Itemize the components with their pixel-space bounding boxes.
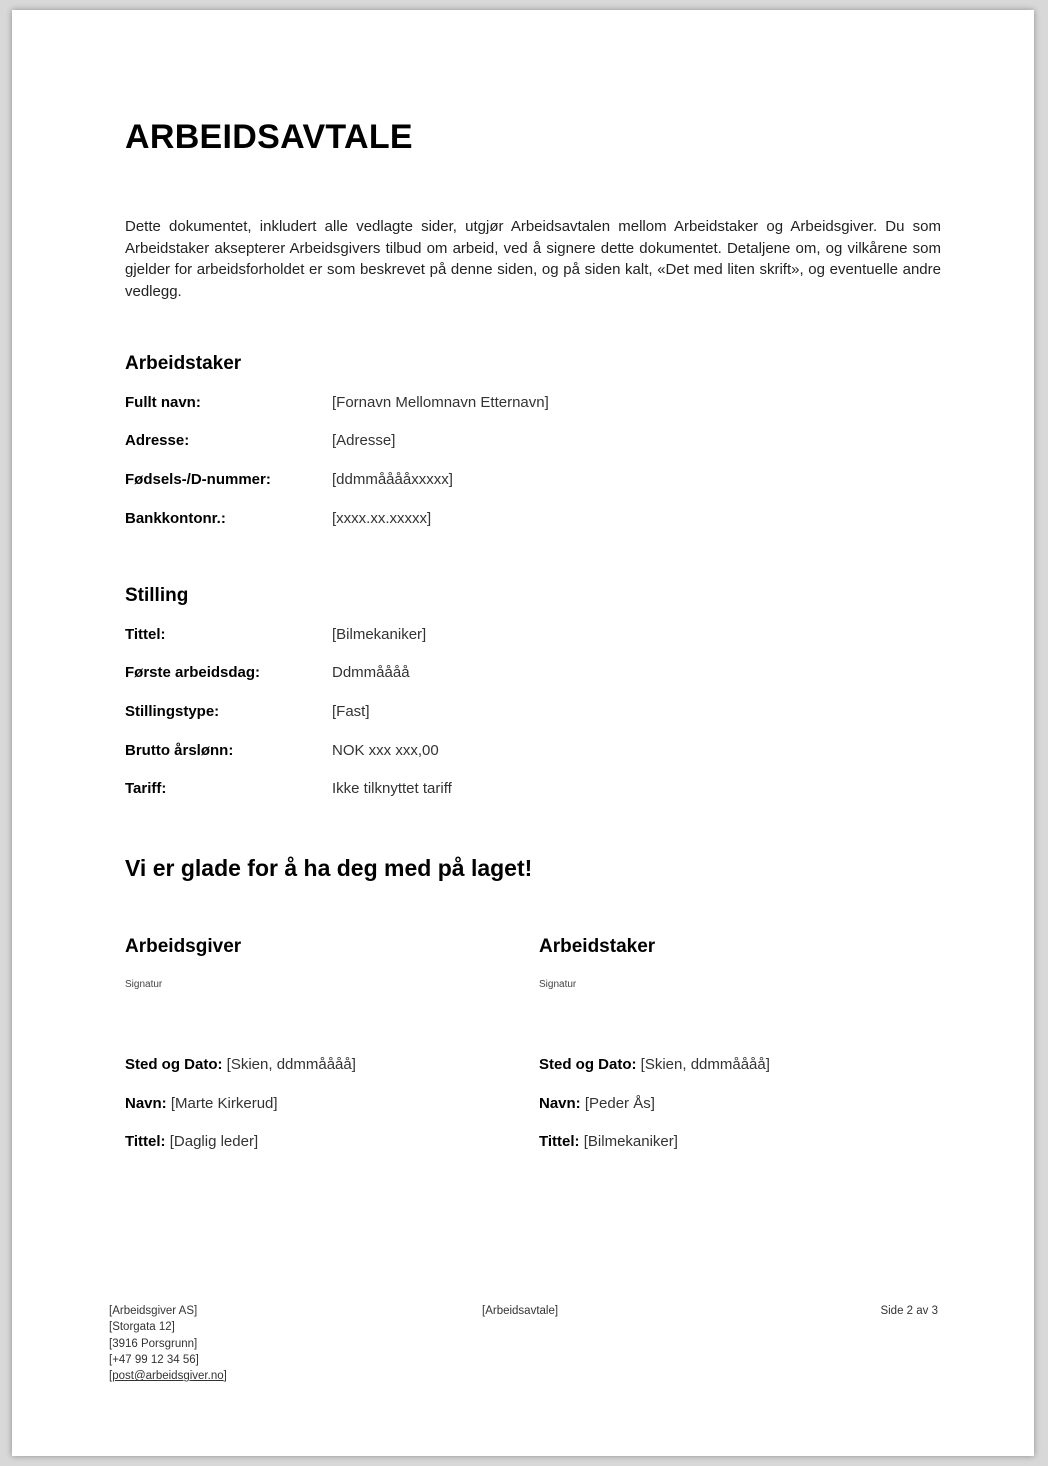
employee-id-number-label: Fødsels-/D-nummer: — [125, 471, 271, 488]
employer-place-date-label: Sted og Dato: — [125, 1056, 223, 1073]
employee-address-label: Adresse: — [125, 432, 190, 449]
employee-title-value: [Bilmekaniker] — [583, 1133, 678, 1150]
employee-fullname-value: [Fornavn Mellomnavn Etternavn] — [332, 394, 549, 411]
position-start-date-label: Første arbeidsdag: — [125, 664, 261, 681]
footer-email-open-bracket: [ — [109, 1370, 113, 1383]
intro-paragraph: Dette dokumentet, inkludert alle vedlagte sider, utgjør Arbeidsavtalen mellom Arbeidstaker og Arbeidsgiver. Du som Arbeidstaker aksepterer Arbeidsgivers tilbud om arbeid, ved å signere dette dokumentet. Detaljene om, og vilkårene som gjelder for arbeidsforholdet er som beskrevet på denne siden, og på siden kalt, «Det med liten skrift», og eventuelle andre vedlegg. — [125, 218, 941, 300]
employee-section-heading: Arbeidstaker — [125, 353, 242, 374]
employee-bank-account-label: Bankkontonr.: — [125, 510, 226, 527]
employer-title — [125, 1133, 258, 1150]
position-type-value: [Fast] — [332, 703, 370, 720]
employee-signature-heading: Arbeidstaker — [539, 936, 656, 957]
employee-address-value: [Adresse] — [332, 432, 396, 449]
employer-place-date-value: [Skien, ddmmåååå] — [226, 1056, 356, 1073]
employee-bank-account-value: [xxxx.xx.xxxxx] — [332, 510, 432, 527]
position-tariff-label: Tariff: — [125, 780, 167, 797]
employee-place-date — [539, 1056, 770, 1073]
document-page — [12, 10, 1034, 1456]
footer-email-close-bracket: ] — [223, 1370, 227, 1383]
employer-name-value: [Marte Kirkerud] — [170, 1095, 278, 1112]
document-title: ARBEIDSAVTALE — [125, 118, 413, 156]
position-title-value: [Bilmekaniker] — [332, 626, 427, 643]
employer-name-label: Navn: — [125, 1095, 167, 1112]
footer-phone: [+47 99 12 34 56] — [109, 1353, 199, 1366]
employee-title — [539, 1133, 678, 1150]
position-title-label: Tittel: — [125, 626, 166, 643]
employee-place-date-label: Sted og Dato: — [539, 1056, 637, 1073]
employer-title-label: Tittel: — [125, 1133, 166, 1150]
position-salary-label: Brutto årslønn: — [125, 742, 234, 759]
employee-name — [539, 1095, 655, 1112]
employer-signature-heading: Arbeidsgiver — [125, 936, 242, 957]
employee-id-number-value: [ddmmååååxxxxx] — [332, 471, 453, 488]
footer-page-indicator: Side 2 av 3 — [880, 1305, 938, 1317]
welcome-heading: Vi er glade for å ha deg med på laget! — [125, 855, 533, 881]
employer-name — [125, 1095, 278, 1112]
footer-company-name: [Arbeidsgiver AS] — [109, 1305, 198, 1317]
employee-signature-label: Signatur — [539, 979, 577, 990]
footer-email-link[interactable]: post@arbeidsgiver.no — [112, 1370, 224, 1383]
position-start-date-value: Ddmmåååå — [332, 664, 410, 681]
footer-email-line — [109, 1368, 227, 1384]
footer-street: [Storgata 12] — [109, 1321, 175, 1334]
employee-title-label: Tittel: — [539, 1133, 580, 1150]
position-type-label: Stillingstype: — [125, 703, 220, 720]
position-salary-value: NOK xxx xxx,00 — [332, 742, 439, 759]
employee-place-date-value: [Skien, ddmmåååå] — [640, 1056, 770, 1073]
employer-title-value: [Daglig leder] — [169, 1133, 259, 1150]
footer-company-info — [109, 1303, 227, 1384]
employer-signature-label: Signatur — [125, 979, 163, 990]
employee-signature-block — [539, 936, 919, 1176]
footer-document-name: [Arbeidsavtale] — [482, 1305, 559, 1317]
footer-postal: [3916 Porsgrunn] — [109, 1337, 198, 1350]
position-tariff-value: Ikke tilknyttet tariff — [332, 780, 452, 797]
employee-name-value: [Peder Ås] — [584, 1095, 655, 1112]
employer-place-date — [125, 1056, 356, 1073]
employer-signature-block — [125, 936, 505, 1176]
employee-name-label: Navn: — [539, 1095, 581, 1112]
employee-fullname-label: Fullt navn: — [125, 394, 201, 411]
position-section-heading: Stilling — [125, 585, 189, 606]
